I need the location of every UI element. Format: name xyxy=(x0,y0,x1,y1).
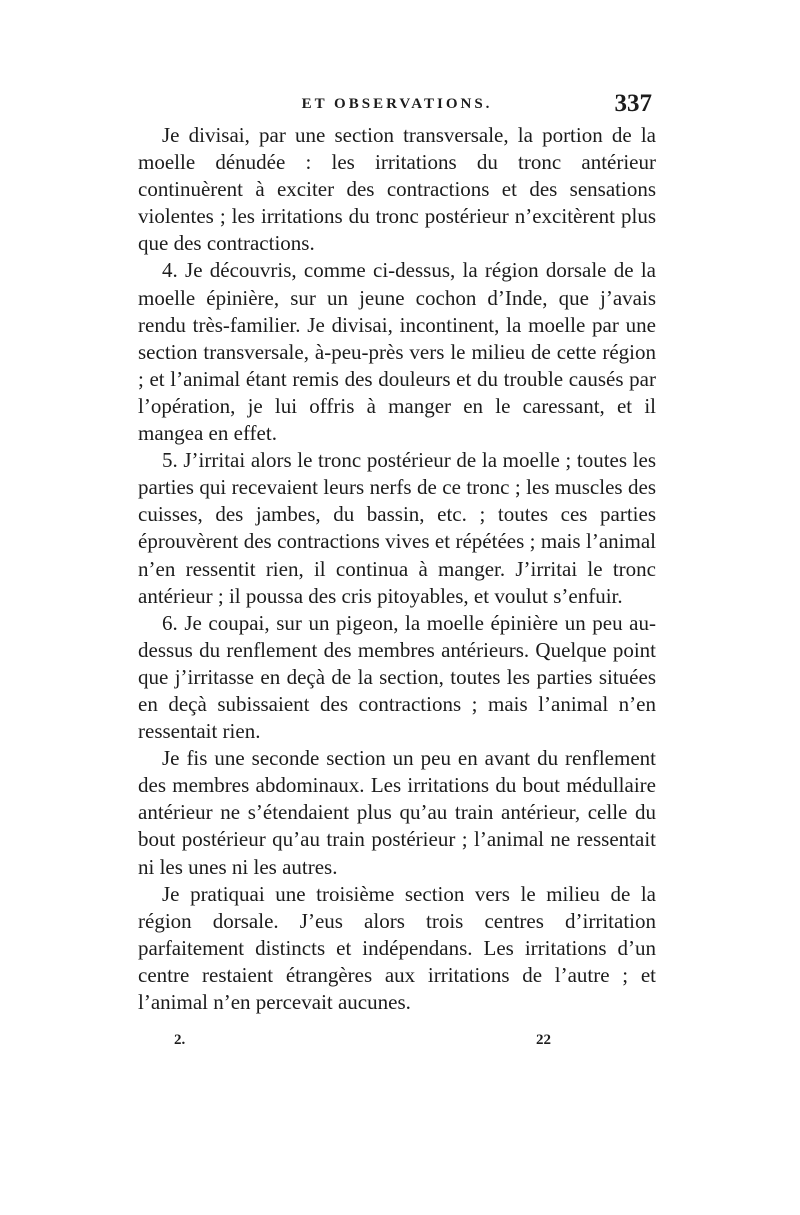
paragraph-1: Je divisai, par une section transversale, la portion de la moelle dénudée : les irritations du tronc antérieur continuèrent à exciter des contractions et des sensations violentes ; les irritations du tronc postérieur n’excitèrent plus que des contractions. xyxy=(138,123,656,256)
running-head: ET OBSERVATIONS. xyxy=(301,96,493,112)
volume-signature: 2. xyxy=(174,1032,186,1048)
page-header xyxy=(138,90,656,124)
paragraph-6: Je pratiquai une troisième section vers le milieu de la région dorsale. J’eus alors trois centres d’irritation parfaitement distincts et indépendans. Les irritations d’un centre restaient étrangères aux irritations de l’autre ; et l’animal n’en percevait aucunes. xyxy=(138,881,656,1014)
page-number: 337 xyxy=(614,90,652,117)
page-footer xyxy=(138,1032,656,1054)
paragraph-2: 4. Je découvris, comme ci-dessus, la région dorsale de la moelle épinière, sur un jeune cochon d’Inde, que j’avais rendu très-familier. Je divisai, incontinent, la moelle par une section transversale, à-peu-près vers le milieu de cette région ; et l’animal étant remis des douleurs et du trouble causés par l’opération, je lui offris à manger en le caressant, et il mangea en effet. xyxy=(138,258,656,446)
gathering-signature: 22 xyxy=(536,1032,551,1048)
paragraph-4: 6. Je coupai, sur un pigeon, la moelle épinière un peu au-dessus du renflement des membres antérieurs. Quelque point que j’irritasse en deçà de la section, toutes les parties situées en deçà subissaient des contractions ; mais l’animal n’en ressentait rien. xyxy=(138,610,656,744)
paragraph-5: Je fis une seconde section un peu en avant du renflement des membres abdominaux. Les irritations du bout médullaire antérieur ne s’étendaient plus qu’au train antérieur, celle du bout postérieur qu’au train postérieur ; l’animal ne ressentait ni les unes ni les autres. xyxy=(138,746,656,879)
paragraph-3: 5. J’irritai alors le tronc postérieur de la moelle ; toutes les parties qui recevaient leurs nerfs de ce tronc ; les muscles des cuisses, des jambes, du bassin, etc. ; toutes ces parties éprouvèrent des contractions vives et répétées ; mais l’animal n’en ressentit rien, il continua à manger. J’irritai le tronc antérieur ; il poussa des cris pitoyables, et voulut s’enfuir. xyxy=(138,448,656,608)
body-text xyxy=(138,122,656,1016)
